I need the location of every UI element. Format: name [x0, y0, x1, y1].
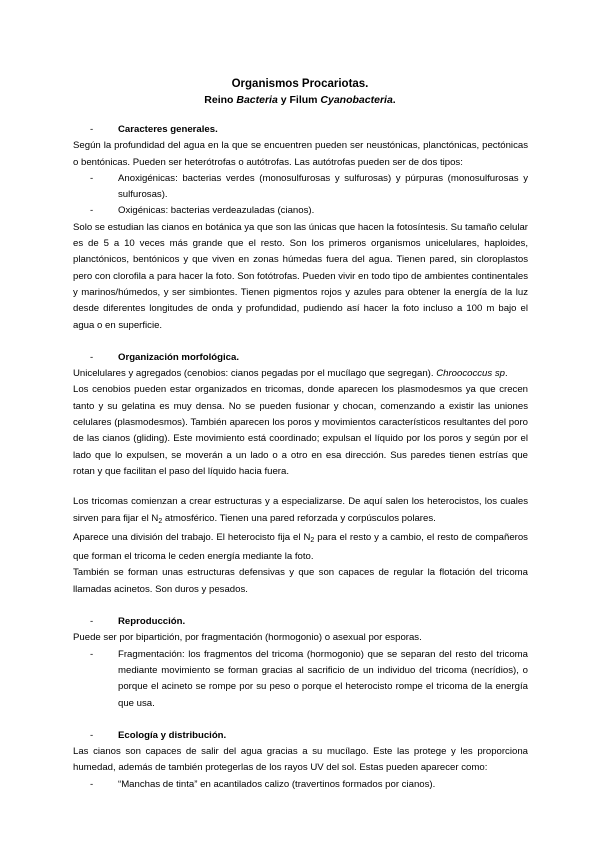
subscript: 2: [310, 536, 315, 544]
bullet-dash: -: [90, 778, 94, 790]
list-item: [73, 203, 528, 219]
page-title: Organismos Procariotas.: [231, 78, 369, 90]
page-subtitle: [0, 94, 600, 106]
list-item-text: Oxigénicas: bacterias verdeazuladas (cianos).: [118, 205, 315, 217]
subtitle-text: y Filum: [277, 94, 321, 106]
bullet-dash: -: [90, 124, 94, 135]
bullet-dash: -: [90, 729, 94, 741]
paragraph: [73, 530, 528, 566]
paragraph: Según la profundidad del agua en la que se encuentren pueden ser neustónicas, planctónicas, pectónicas o bentónicas. Pueden ser heterótrofas o autótrofas. Las autótrofas pueden ser de dos tipos:: [73, 140, 528, 168]
section-heading-organizacion: [90, 350, 528, 366]
paragraph-text: atmosférico. Tienen una pared reforzada y corpúsculos polares.: [162, 512, 436, 524]
list-item: [73, 647, 528, 712]
heading-text: Ecología y distribución.: [118, 729, 227, 741]
paragraph: Las cianos son capaces de salir del agua gracias a su mucílago. Este las protege y les proporciona humedad, además de también protegerlas de los rayos UV del sol. Estas pueden aparecer como:: [73, 746, 528, 774]
bullet-dash: -: [90, 205, 94, 217]
heading-text: Caracteres generales.: [118, 124, 218, 135]
list-item-text: Anoxigénicas: bacterias verdes (monosulfurosas y sulfurosas) y púrpuras (monosulfurosas y sulfurosas).: [118, 172, 528, 201]
list-item-text: Fragmentación: los fragmentos del tricoma (hormogonio) que se separan del resto del tricoma mediante movimiento se forman gracias al sacrificio de un individuo del tricoma (necrídios), o porque el acineto se rompe por su peso o porque el heterocisto rompe el tricoma de la energía que usa.: [118, 648, 528, 709]
paragraph: [73, 366, 528, 382]
paragraph: Puede ser por bipartición, por fragmentación (hormogonio) o asexual por esporas.: [73, 632, 422, 644]
bullet-dash: -: [90, 351, 94, 363]
bullet-dash: -: [90, 648, 94, 660]
paragraph-text: .: [504, 368, 508, 380]
list-item: [73, 171, 528, 204]
subtitle-text: Reino: [204, 94, 237, 106]
subtitle-taxon-cyanobacteria: Cyanobacteria: [320, 94, 393, 106]
paragraph-text: Los tricomas comienzan a crear estructuras y a especializarse. De aquí salen los heterocistos, los cuales sirven para fijar el N: [73, 496, 528, 524]
paragraph-text: Unicelulares y agregados (cenobios: cianos pegadas por el mucílago que segregan).: [73, 368, 437, 380]
subscript: 2: [158, 517, 163, 525]
paragraph-text: Aparece una división del trabajo. El heterocisto fija el N: [73, 531, 311, 543]
document-body: [73, 122, 528, 793]
bullet-dash: -: [90, 616, 94, 628]
species-name: Chroococcus sp: [436, 368, 505, 380]
section-heading-caracteres: [90, 122, 528, 138]
heading-text: Organización morfológica.: [118, 351, 240, 363]
list-item-text: “Manchas de tinta” en acantilados calizo (travertinos formados por cianos).: [118, 778, 436, 790]
list-item: [73, 777, 528, 793]
section-heading-ecologia: [90, 728, 528, 744]
subtitle-text: .: [392, 94, 396, 106]
paragraph: Los cenobios pueden estar organizados en tricomas, donde aparecen los plasmodesmos ya que crecen tanto y su gelatina es muy densa. No se pueden fusionar y chocan, comenzando a existir las uniones celulares (plasmodesmos). También aparecen los poros y movimientos característicos resultantes del poro de las cianos (gliding). Este movimiento está coordinado; expulsan el líquido por los poros y según por el lado que lo expulsen, se moverán a un lado o a otro en esa dirección. Sus paredes tienen estrías que rotan y que facilitan el paso del líquido hacia fuera.: [73, 384, 528, 477]
paragraph: [73, 494, 528, 530]
paragraph-text: para el resto y a cambio, el resto de compañeros que forman el tricoma le ceden energía mediante la foto.: [73, 531, 528, 563]
bullet-dash: -: [90, 172, 94, 184]
heading-text: Reproducción.: [118, 616, 186, 628]
paragraph: También se forman unas estructuras defensivas y que son capaces de regular la flotación del tricoma llamadas acinetos. Son duros y pesados.: [73, 567, 528, 595]
section-heading-reproduccion: [90, 614, 528, 630]
paragraph: Solo se estudian las cianos en botánica ya que son las únicas que hacen la fotosíntesis. Su tamaño celular es de 5 a 10 veces más grande que el resto. Son los primeros organismos unicelulares, haploides, planctónicos, bentónicos y que viven en zonas húmedas fuera del agua. Tienen pared, sin cloroplastos pero con clorofila a para hacer la foto. Son fotótrofas. Pueden vivir en todo tipo de ambientes continentales y marinos/húmedos, y ser simbiontes. Tienen pigmentos rojos y azules para obtener la energía de la luz desde diferentes longitudes de onda y profundidad, pudiendo así hacer la foto incluso a 100 m bajo el agua o en superficie.: [73, 221, 528, 331]
subtitle-taxon-bacteria: Bacteria: [236, 94, 278, 106]
